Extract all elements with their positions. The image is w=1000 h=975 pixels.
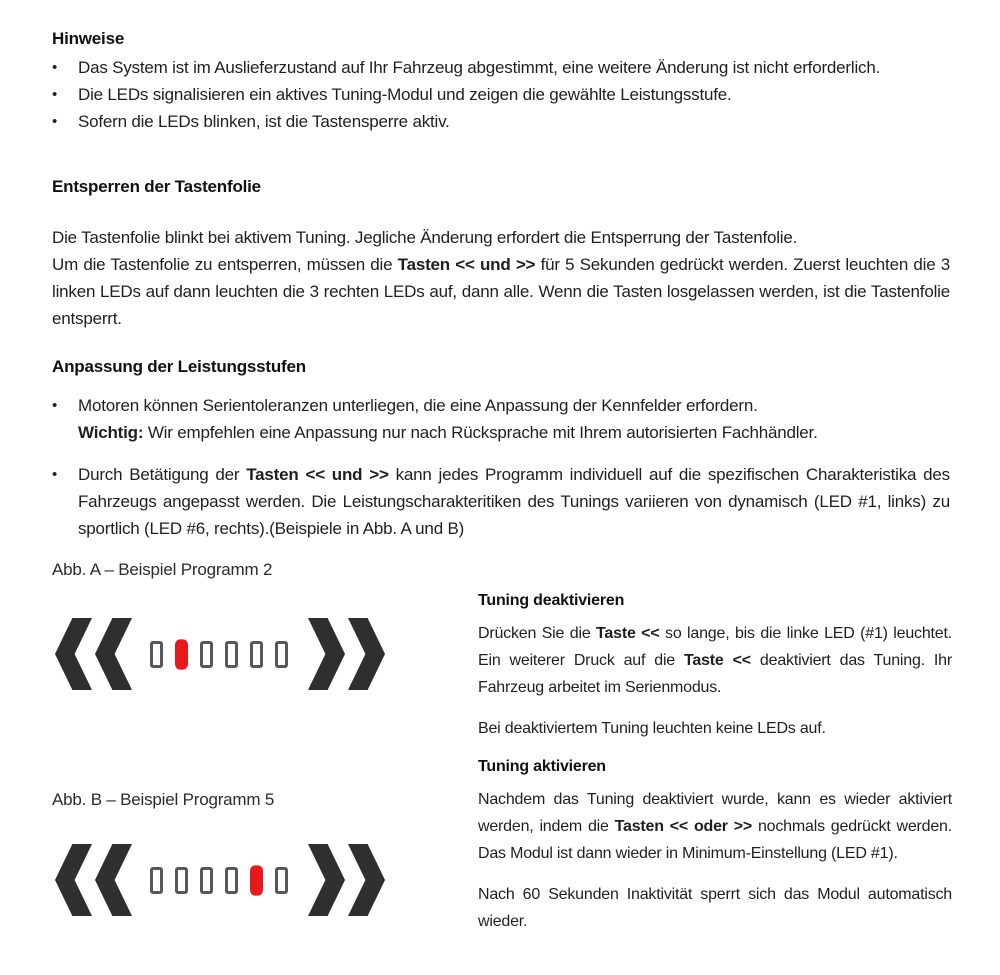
hinweise-bullet-list [52,54,950,135]
list-item [52,54,950,81]
bullet-icon: • [52,86,58,103]
led-strip [150,867,288,894]
chevron-right-icon [308,618,345,690]
list-item [52,81,950,108]
led-3-inactive [200,641,213,668]
double-chevron-left-icon [55,618,132,690]
chevron-left-icon [55,844,92,916]
tuning-aktivieren-note: Nach 60 Sekunden Inaktivität sperrt sich das Modul automatisch wieder. [478,886,952,930]
bullet-icon: • [52,113,58,130]
led-5-active [250,865,263,895]
hinweise-heading: Hinweise [52,29,125,48]
led-6-inactive [275,641,288,668]
led-3-inactive [200,867,213,894]
paragraph-line: Motoren können Serientoleranzen unterliegen, die eine Anpassung der Kennfelder erfordern. [78,396,758,415]
double-chevron-right-icon [308,844,385,916]
tuning-aktivieren-heading: Tuning aktivieren [478,758,606,775]
led-2-inactive [175,867,188,894]
chevron-right-icon [348,618,385,690]
figure-b-label: Abb. B – Beispiel Programm 5 [52,790,275,809]
right-column [478,590,952,935]
bullet-icon: • [52,397,58,414]
led-6-inactive [275,867,288,894]
section-hinweise [52,28,950,135]
chevron-right-icon [308,844,345,916]
led-1-inactive [150,641,163,668]
bullet-text: Sofern die LEDs blinken, ist die Tastensperre aktiv. [78,112,450,131]
chevron-left-icon [55,618,92,690]
led-2-active [175,639,188,669]
figure-a-label: Abb. A – Beispiel Programm 2 [52,560,273,579]
bullet-text: Die LEDs signalisieren ein aktives Tuning-Modul und zeigen die gewählte Leistungsstufe. [78,85,732,104]
entsperren-paragraph [52,224,950,332]
tuning-deaktivieren-note: Bei deaktiviertem Tuning leuchten keine LEDs auf. [478,720,826,737]
tuning-aktivieren-paragraph: Nachdem das Tuning deaktiviert wurde, kann es wieder aktiviert werden, indem die Tasten << oder >> nochmals gedrückt werden. Das Modul ist dann wieder in Minimum-Einstellung (LED #1). [478,791,953,862]
section-anpassung [52,356,950,542]
bullet-icon: • [52,466,58,483]
led-4-inactive [225,867,238,894]
paragraph-line: Die Tastenfolie blinkt bei aktivem Tuning. Jegliche Änderung erfordert die Entsperrung der Tastenfolie. [52,228,798,247]
tuning-deaktivieren-paragraph: Drücken Sie die Taste << so lange, bis die linke LED (#1) leuchtet. Ein weiterer Druck auf die Taste << deaktiviert das Tuning. Ihr Fahrzeug arbeitet im Serienmodus. [478,625,952,696]
bullet-text: Durch Betätigung der Tasten << und >> kann jedes Programm individuell auf die spezifischen Charakteristika des Fahrzeugs angepasst werden. Die Leistungscharakteritiken des Tunings variieren von dynamisch (LED #1, links) zu sportlich (LED #6, rechts).(Beispiele in Abb. A und B) [78,465,950,538]
paragraph-line: Wichtig: Wir empfehlen eine Anpassung nur nach Rücksprache mit Ihrem autorisierten Fachhändler. [78,423,818,442]
figure-a-led-panel [55,616,385,692]
section-entsperren [52,176,950,332]
paragraph-body: Um die Tastenfolie zu entsperren, müssen die Tasten << und >> für 5 Sekunden gedrückt werden. Zuerst leuchten die 3 linken LEDs auf dann leuchten die 3 rechten LEDs auf, dann alle. Wenn die Tasten losgelassen werden, ist die Tastenfolie entsperrt. [52,255,950,328]
entsperren-heading: Entsperren der Tastenfolie [52,177,261,196]
tuning-deaktivieren-heading: Tuning deaktivieren [478,592,625,609]
bullet-text [78,392,950,446]
bullet-text: Das System ist im Auslieferzustand auf Ihr Fahrzeug abgestimmt, eine weitere Änderung ist nicht erforderlich. [78,58,881,77]
list-item [52,108,950,135]
led-4-inactive [225,641,238,668]
list-item [52,392,950,446]
chevron-right-icon [348,844,385,916]
double-chevron-left-icon [55,844,132,916]
chevron-left-icon [95,618,132,690]
anpassung-heading: Anpassung der Leistungsstufen [52,357,306,376]
chevron-left-icon [95,844,132,916]
list-item [52,461,950,542]
led-strip [150,641,288,668]
double-chevron-right-icon [308,618,385,690]
bullet-icon: • [52,59,58,76]
led-5-inactive [250,641,263,668]
figure-b-led-panel [55,842,385,918]
led-1-inactive [150,867,163,894]
